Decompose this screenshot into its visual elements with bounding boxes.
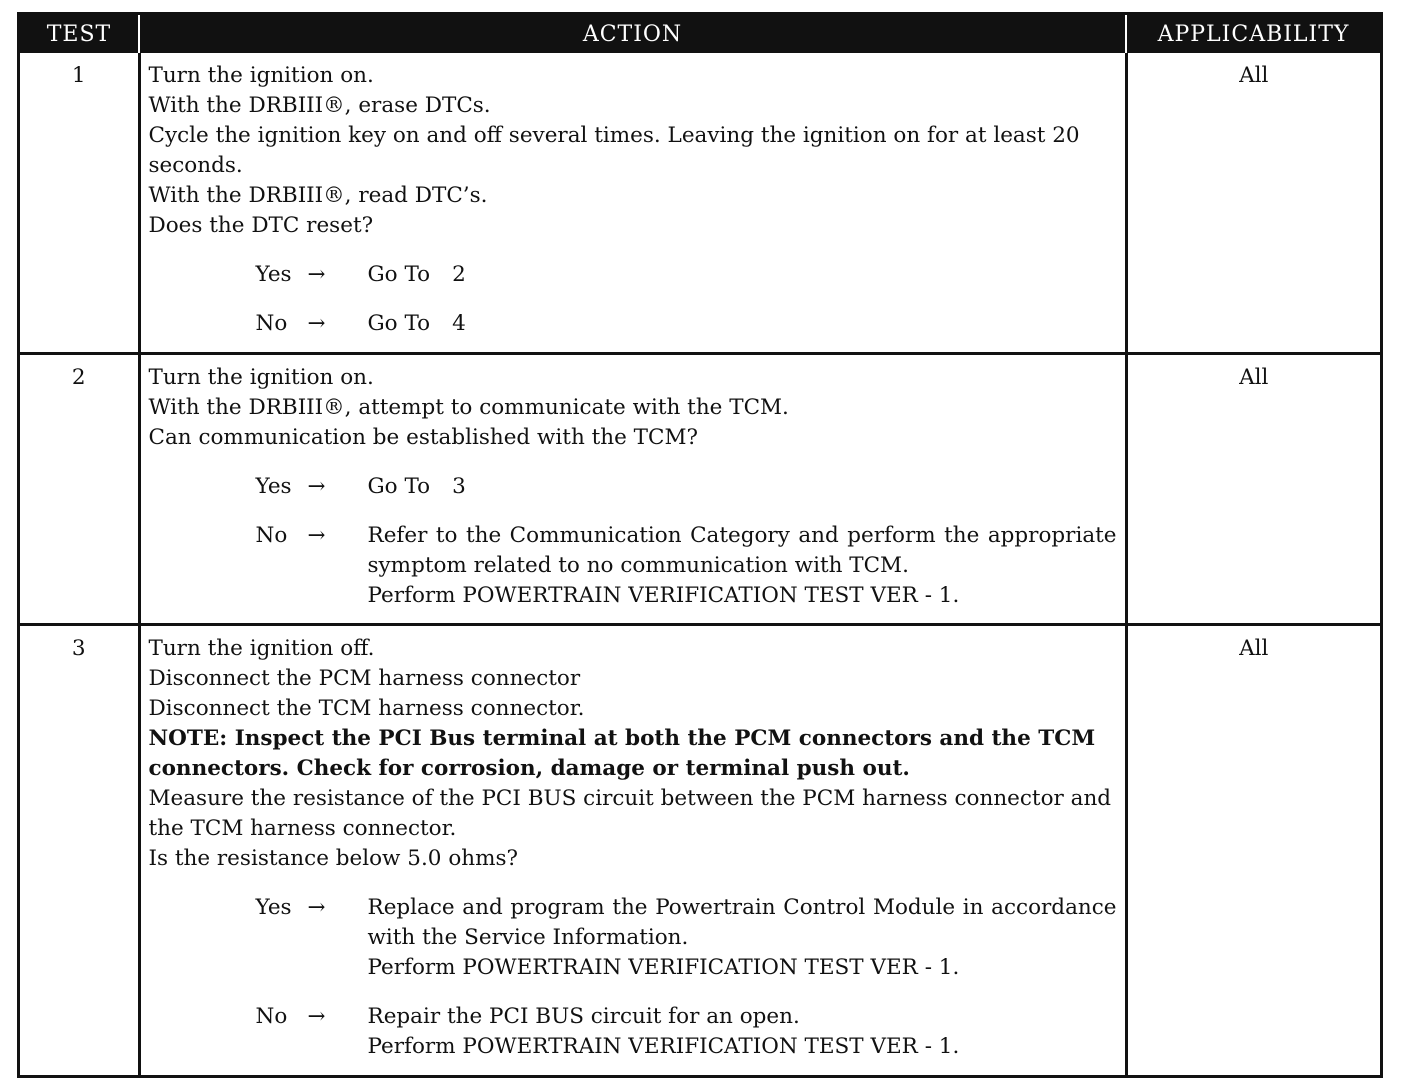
action-line: Measure the resistance of the PCI BUS circuit between the PCM harness connector and the TCM harness connector.: [148, 785, 1112, 841]
diagnostic-test-table: [17, 12, 1383, 1078]
answer-line: Refer to the Communication Category and perform the appropriate symptom related to no communication with TCM.: [367, 522, 1117, 578]
answer-no: [256, 1002, 1117, 1062]
table-header-row: [20, 15, 1380, 53]
answer-line: Replace and program the Powertrain Control Module in accordance with the Service Information.: [367, 894, 1117, 950]
arrow-icon: →: [307, 262, 326, 287]
action-cell: [139, 624, 1126, 1075]
header-applicability: APPLICABILITY: [1126, 15, 1380, 53]
answer-key: No: [255, 1003, 288, 1029]
test-number: 2: [20, 353, 139, 624]
action-line: With the DRBIII®, erase DTCs.: [148, 93, 491, 118]
answer-key: No: [255, 522, 288, 548]
answer-key: Yes: [255, 262, 292, 287]
answer-key: Yes: [255, 473, 292, 499]
action-line: Turn the ignition on.: [148, 63, 374, 88]
arrow-icon: →: [307, 1003, 326, 1029]
action-line: Turn the ignition on.: [148, 364, 374, 390]
note-text: NOTE: Inspect the PCI Bus terminal at both the PCM connectors and the TCM connectors. Check for corrosion, damage or terminal push out.: [148, 725, 1096, 781]
arrow-icon: →: [307, 311, 326, 336]
answer-yes: [256, 260, 1117, 290]
answer-no: [256, 309, 1117, 339]
action-question: Is the resistance below 5.0 ohms?: [148, 845, 519, 871]
action-question: Can communication be established with the TCM?: [148, 424, 699, 450]
action-question: Does the DTC reset?: [148, 213, 374, 238]
answer-text: [368, 893, 1117, 983]
applicability-cell: All: [1126, 53, 1380, 353]
answer-text: [368, 521, 1117, 611]
answer-yes: [256, 893, 1117, 983]
action-line: With the DRBIII®, read DTC’s.: [148, 183, 488, 208]
action-line: Disconnect the PCM harness connector: [148, 665, 581, 691]
action-line: Cycle the ignition key on and off several times. Leaving the ignition on for at least 20 seconds.: [148, 123, 1080, 178]
answer-line: Perform POWERTRAIN VERIFICATION TEST VER - 1.: [367, 1033, 960, 1059]
answer-line: Perform POWERTRAIN VERIFICATION TEST VER - 1.: [367, 582, 960, 608]
action-cell: [139, 53, 1126, 353]
arrow-icon: →: [307, 473, 326, 499]
header-test: TEST: [20, 15, 139, 53]
answer-no: [256, 521, 1117, 611]
answer-key: Yes: [255, 894, 292, 920]
test-number: 3: [20, 624, 139, 1075]
table-row: [20, 53, 1380, 353]
action-line: Turn the ignition off.: [148, 635, 375, 661]
test-number: 1: [71, 63, 86, 88]
applicability-cell: All: [1126, 624, 1380, 1075]
answer-line: Repair the PCI BUS circuit for an open.: [367, 1003, 800, 1029]
table-row: [20, 624, 1380, 1075]
test-table: [20, 15, 1380, 1075]
applicability-cell: All: [1126, 353, 1380, 624]
goto-reference: Go To 4: [367, 311, 466, 336]
answer-line: Perform POWERTRAIN VERIFICATION TEST VER - 1.: [367, 954, 960, 980]
action-line: With the DRBIII®, attempt to communicate with the TCM.: [148, 394, 789, 420]
arrow-icon: →: [307, 894, 326, 920]
arrow-icon: →: [307, 522, 326, 548]
header-action: ACTION: [139, 15, 1126, 53]
answer-text: [368, 1002, 1117, 1062]
answer-key: No: [255, 311, 288, 336]
action-line: Disconnect the TCM harness connector.: [148, 695, 585, 721]
action-cell: [139, 353, 1126, 624]
table-row: [20, 353, 1380, 624]
goto-reference: Go To 3: [367, 473, 466, 499]
answer-yes: [256, 472, 1117, 502]
goto-reference: Go To 2: [367, 262, 466, 287]
